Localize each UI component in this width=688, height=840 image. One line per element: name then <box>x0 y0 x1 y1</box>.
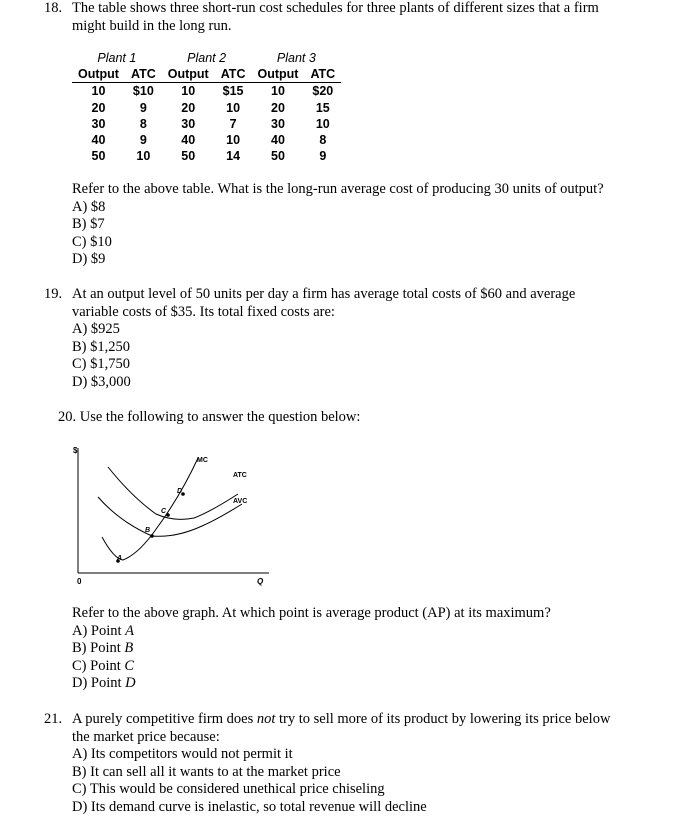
table-cell: 9 <box>139 133 147 148</box>
answer-option[interactable]: D) $9 <box>72 251 106 267</box>
plant-1-header: Plant 1 <box>97 51 137 66</box>
answer-option[interactable]: A) $8 <box>72 198 106 215</box>
atc-label: ATC <box>233 472 247 479</box>
answer-option[interactable]: B) $7 <box>72 216 105 232</box>
table-cell: 20 <box>91 100 106 115</box>
question-number: 19. <box>44 286 63 302</box>
answer-option[interactable] <box>72 640 672 658</box>
option-point: B <box>124 640 134 656</box>
cost-schedule-table <box>72 50 341 164</box>
table-cell: 15 <box>315 100 330 115</box>
table-cell: 10 <box>226 133 241 148</box>
point-a-label: A <box>117 555 123 562</box>
question-18-prompt-block <box>72 181 672 269</box>
x-axis-label: Q <box>257 577 264 586</box>
cost-curves-graph <box>62 442 302 590</box>
table-cell: 50 <box>181 149 196 164</box>
plant-3-header: Plant 3 <box>276 51 316 66</box>
answer-option[interactable]: D) $3,000 <box>72 373 131 390</box>
option-prefix: D) Point <box>72 675 126 691</box>
table-cell: 7 <box>229 116 237 131</box>
question-stem-line-1 <box>72 711 684 729</box>
answer-option[interactable]: D) Its demand curve is inelastic, so total revenue will decline <box>72 798 427 815</box>
table-cell: 30 <box>91 116 106 131</box>
question-stem-line-2: variable costs of $35. Its total fixed costs are: <box>72 303 335 320</box>
table-cell: 40 <box>91 133 106 148</box>
answer-option[interactable]: A) Its competitors would not permit it <box>72 746 293 762</box>
table-cell: 30 <box>181 116 196 131</box>
table-cell: $20 <box>312 84 334 99</box>
table-row <box>72 148 341 164</box>
option-prefix: A) Point <box>72 622 126 639</box>
table-row <box>72 83 341 100</box>
table-cell: 50 <box>91 149 106 164</box>
answer-option[interactable] <box>72 658 672 676</box>
answer-option[interactable]: B) $1,250 <box>72 338 130 355</box>
table-cell: $15 <box>222 84 244 99</box>
question-prompt: Refer to the above graph. At which point is average product (AP) at its maximum? <box>72 605 551 621</box>
point-d-label: D <box>177 488 183 495</box>
answer-option[interactable] <box>72 623 672 641</box>
column-header: Output <box>251 66 304 83</box>
table-cell: 10 <box>226 100 241 115</box>
table-cell: 14 <box>226 149 241 164</box>
question-stem-line-2: might build in the long run. <box>72 17 232 34</box>
table-cell: 8 <box>139 116 147 131</box>
table-cell: 20 <box>181 100 196 115</box>
question-stem-line-1: At an output level of 50 units per day a firm has average total costs of $60 and average <box>72 286 576 302</box>
column-header: ATC <box>304 66 341 83</box>
y-axis-label: $ <box>73 446 78 455</box>
table-cell: 40 <box>271 133 285 148</box>
avc-label: AVC <box>233 498 248 505</box>
answer-option[interactable]: C) $1,750 <box>72 356 130 372</box>
question-18 <box>44 0 674 35</box>
table-cell: $10 <box>132 84 154 99</box>
table-cell: 10 <box>181 84 196 99</box>
table-row <box>72 100 341 116</box>
point-c-label: C <box>161 508 167 515</box>
table-cell: 8 <box>319 133 327 148</box>
table-row <box>72 132 341 148</box>
question-number: 20. <box>58 409 77 425</box>
table-cell: 9 <box>319 149 327 164</box>
option-point: D <box>125 675 136 691</box>
question-21 <box>44 711 684 816</box>
question-number: 21. <box>44 711 63 727</box>
column-header: ATC <box>215 66 252 83</box>
answer-option[interactable]: C) This would be considered unethical price chiseling <box>72 781 385 797</box>
table-cell: 9 <box>139 100 147 115</box>
emphasized-word: not <box>256 711 276 727</box>
option-point: C <box>124 657 135 674</box>
mc-label: MC <box>197 457 208 464</box>
question-prompt: Refer to the above table. What is the long-run average cost of producing 30 units of output? <box>72 181 604 197</box>
column-header: ATC <box>125 66 162 83</box>
plant-2-header: Plant 2 <box>187 51 227 66</box>
avc-curve <box>98 497 242 536</box>
answer-option[interactable]: B) It can sell all it wants to at the market price <box>72 763 341 780</box>
option-point: A <box>125 622 135 639</box>
point-b-label: B <box>145 527 151 534</box>
table-cell: 30 <box>271 116 285 131</box>
column-header: Output <box>162 66 215 83</box>
question-19 <box>44 286 674 391</box>
table-row <box>72 116 341 132</box>
question-20 <box>58 409 668 427</box>
question-intro: Use the following to answer the question below: <box>79 409 361 425</box>
answer-option[interactable]: C) $10 <box>72 233 112 250</box>
question-stem-line-2: the market price because: <box>72 728 220 745</box>
stem-text: try to sell more of its product by lowering its price below <box>275 711 611 727</box>
table-cell: 50 <box>271 149 285 164</box>
table-cell: 10 <box>136 149 151 164</box>
option-prefix: C) Point <box>72 657 125 674</box>
atc-curve <box>108 467 238 519</box>
option-prefix: B) Point <box>72 640 125 656</box>
question-number: 18. <box>44 0 63 16</box>
table-cell: 10 <box>271 84 285 99</box>
answer-option[interactable]: A) $925 <box>72 321 120 337</box>
table-cell: 40 <box>181 133 196 148</box>
origin-label: 0 <box>77 577 82 586</box>
point-c-marker <box>166 513 170 517</box>
stem-text: A purely competitive firm does <box>72 711 257 727</box>
table-cell: 10 <box>91 84 106 99</box>
point-b-marker <box>150 534 154 538</box>
table-cell: 10 <box>315 116 330 131</box>
table-cell: 20 <box>271 100 285 115</box>
answer-option[interactable] <box>72 675 672 693</box>
question-20-prompt-block <box>72 605 672 693</box>
column-header: Output <box>72 66 125 83</box>
question-stem-line-1: The table shows three short-run cost schedules for three plants of different sizes that a firm <box>72 0 599 16</box>
